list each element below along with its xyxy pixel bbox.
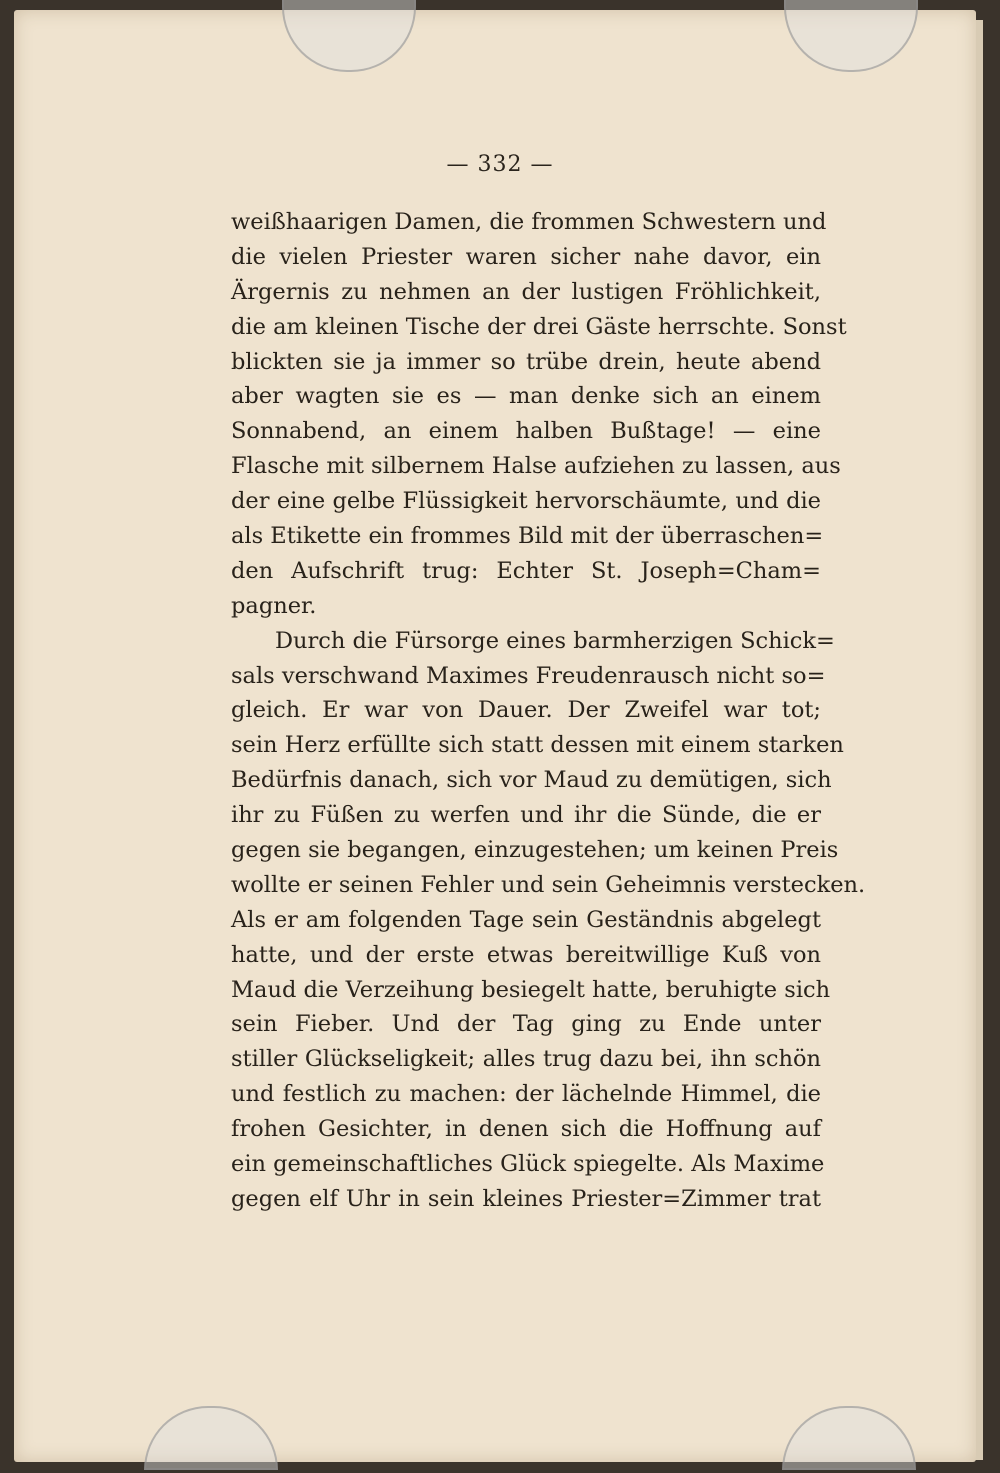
body-text — [231, 205, 866, 1217]
text-line: hatte, und der erste etwas bereitwillige Kuß von — [231, 941, 821, 968]
text-line: sals verschwand Maximes Freudenrausch nicht so= — [231, 662, 826, 689]
text-line: Durch die Fürsorge eines barmherzigen Schick= — [275, 627, 835, 654]
text-line: ein gemeinschaftliches Glück spiegelte. Als Maxime — [231, 1151, 825, 1178]
text-line: die vielen Priester waren sicher nahe davor, ein — [231, 243, 821, 270]
text-line: sein Herz erfüllte sich statt dessen mit einem starken — [231, 732, 844, 759]
text-line: pagner. — [231, 592, 317, 619]
clip-bottom-left — [144, 1406, 278, 1470]
text-line: der eine gelbe Flüssigkeit hervorschäumte, und die — [231, 488, 821, 515]
text-line: sein Fieber. Und der Tag ging zu Ende unter — [231, 1011, 821, 1038]
text-line: und festlich zu machen: der lächelnde Himmel, die — [231, 1081, 821, 1108]
text-line: Maud die Verzeihung besiegelt hatte, beruhigte sich — [231, 976, 831, 1003]
page-number: — 332 — — [446, 152, 554, 177]
text-line: frohen Gesichter, in denen sich die Hoffnung auf — [231, 1116, 821, 1143]
text-line: ihr zu Füßen zu werfen und ihr die Sünde, die er — [231, 802, 821, 829]
text-line: Flasche mit silbernem Halse aufziehen zu lassen, aus — [231, 453, 841, 480]
text-line: gleich. Er war von Dauer. Der Zweifel war tot; — [231, 697, 821, 724]
text-line: den Aufschrift trug: Echter St. Joseph=Cham= — [231, 557, 821, 584]
text-line: die am kleinen Tische der drei Gäste herrschte. Sonst — [231, 313, 847, 340]
clip-bottom-right — [782, 1406, 916, 1470]
text-line: Bedürfnis danach, sich vor Maud zu demütigen, sich — [231, 767, 832, 794]
text-line: weißhaarigen Damen, die frommen Schwestern und — [231, 209, 827, 235]
text-line: blickten sie ja immer so trübe drein, heute abend — [231, 348, 821, 375]
text-line: gegen sie begangen, einzugestehen; um keinen Preis — [231, 837, 839, 864]
text-line: gegen elf Uhr in sein kleines Priester=Zimmer trat — [231, 1185, 821, 1212]
text-line: stiller Glückseligkeit; alles trug dazu bei, ihn schön — [231, 1046, 821, 1073]
text-line: Ärgernis zu nehmen an der lustigen Fröhlichkeit, — [231, 278, 821, 305]
text-line: aber wagten sie es — man denke sich an einem — [231, 383, 821, 410]
text-line: als Etikette ein frommes Bild mit der überraschen= — [231, 523, 824, 550]
clip-top-left — [282, 0, 416, 72]
text-line: Als er am folgenden Tage sein Geständnis abgelegt — [231, 906, 821, 933]
clip-top-right — [784, 0, 918, 72]
text-line: Sonnabend, an einem halben Bußtage! — eine — [231, 418, 821, 445]
text-line: wollte er seinen Fehler und sein Geheimnis verstecken. — [231, 871, 866, 898]
